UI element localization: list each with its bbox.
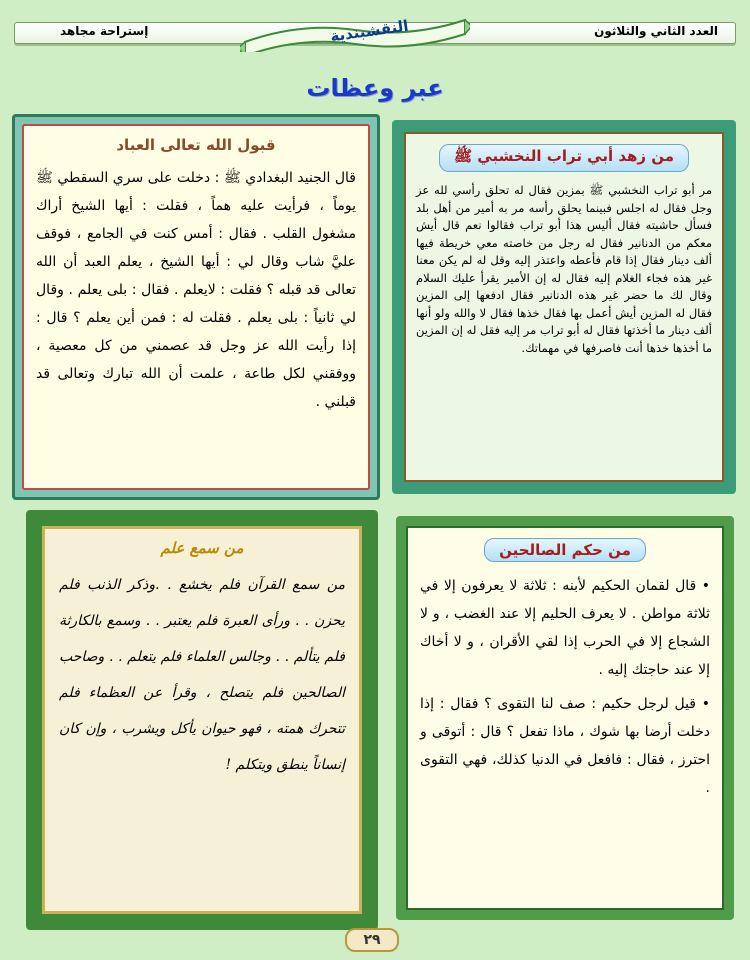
page-number: ٢٩ [345, 928, 399, 952]
issue-label: العدد الثاني والثلاثون [594, 24, 718, 38]
box-body-wisdom-2: • قيل لرجل حكيم : صف لنا التقوى ؟ فقال : إذا دخلت أرضا بها شوك ، ماذا تفعل ؟ قال : أتوقى و احترز ، فقال : فافعل في الدنيا كذلك، فهي التقوى . [420, 696, 710, 796]
box-title-wrap-abu-turab [416, 144, 712, 172]
box-body-abu-turab: مر أبو تراب النخشبي ﷺ بمزين فقال له تحلق رأسي لله عز وجل فقال له اجلس فبينما يحلق رأسه مر به أمير من أهل بلد فسأل حاشيته فقال أليس هذا أبو تراب فقالوا نعم قال أيش معكم من الدنانير فقال له رجل من خاصته معي خريطة فيها ألف دينار فقال إذا قام فأعطه واعتذر إليه وقل له لم يكن معنا غير هذه فجاء الغلام إليه فقال له إن الأمير يقرأ عليك السلام وقال لك ما حضر غير هذه الدنانير فقال ادفعها إلى المزين فقال له المزين أيش أعمل بها فقال خذها فقال لا والله ولو أنها ألف دينار ما أخذتها فقال له أبو تراب مر إليه فقل له إن المزين ما أخذها خذها أنت فاصرفها في مهماتك. [416, 183, 712, 355]
section-label: إستراحة مجاهد [60, 24, 149, 38]
box-title-who-heard: من سمع علم [160, 539, 244, 557]
box-body-wisdom-1: • قال لقمان الحكيم لأبنه : ثلاثة لا يعرفون إلا في ثلاثة مواطن . لا يعرف الحليم إلا عند الغضب ، و لا الشجاع إلا في الحرب إذا لقي الأقران ، و لا أخاك إلا عند حاجتك إليه . [420, 578, 710, 678]
box-wisdom [396, 516, 734, 920]
ribbon-title: النقشبندية [329, 16, 410, 46]
box-divine-acceptance [12, 114, 380, 500]
box-who-heard [26, 510, 378, 930]
box-title-wisdom: من حكم الصالحين [484, 538, 646, 562]
box-body-who-heard: من سمع القرآن فلم يخشع . .وذكر الذنب فلم يحزن . . ورأى العبرة فلم يعتبر . . وسمع بالكارثة فلم يتألم . . وجالس العلماء فلم يتعلم . . وصاحب الصالحين فلم يتصلح ، وقرأ عن العظماء فلم تتحرك همته ، فهو حيوان يأكل ويشرب ، وإن كان إنساناً ينطق ويتكلم ! [59, 577, 345, 773]
box-abu-turab [392, 120, 736, 494]
page-title: عبر وعظات [306, 74, 444, 102]
box-title-divine-acceptance: قبول الله تعالى العباد [116, 136, 276, 154]
box-title-abu-turab: من زهد أبي تراب النخشبي ﷺ [439, 144, 689, 172]
box-body-divine-acceptance: قال الجنيد البغدادي ﷺ : دخلت على سري السقطي ﷺ يوماً ، فرأيت عليه هماً ، فقلت : أيها الشيخ أراك مشغول القلب . فقال : أمس كنت في الجامع ، فوقف عليَّ شاب وقال لي : أيها الشيخ ، يعلم العبد أن الله تعالى قد قبله ؟ فقلت : لايعلم . فقال : بلى يعلم . وقال لي ثانياً : بلى يعلم . فقلت له : فمن أين يعلم ؟ قال : إذا رأيت الله عز وجل قد عصمني من كل معصية ، ووفقني لكل طاعة ، علمت أن الله تبارك وتعالى قد قبلني . [36, 170, 356, 410]
box-title-wrap-wisdom [420, 538, 710, 562]
